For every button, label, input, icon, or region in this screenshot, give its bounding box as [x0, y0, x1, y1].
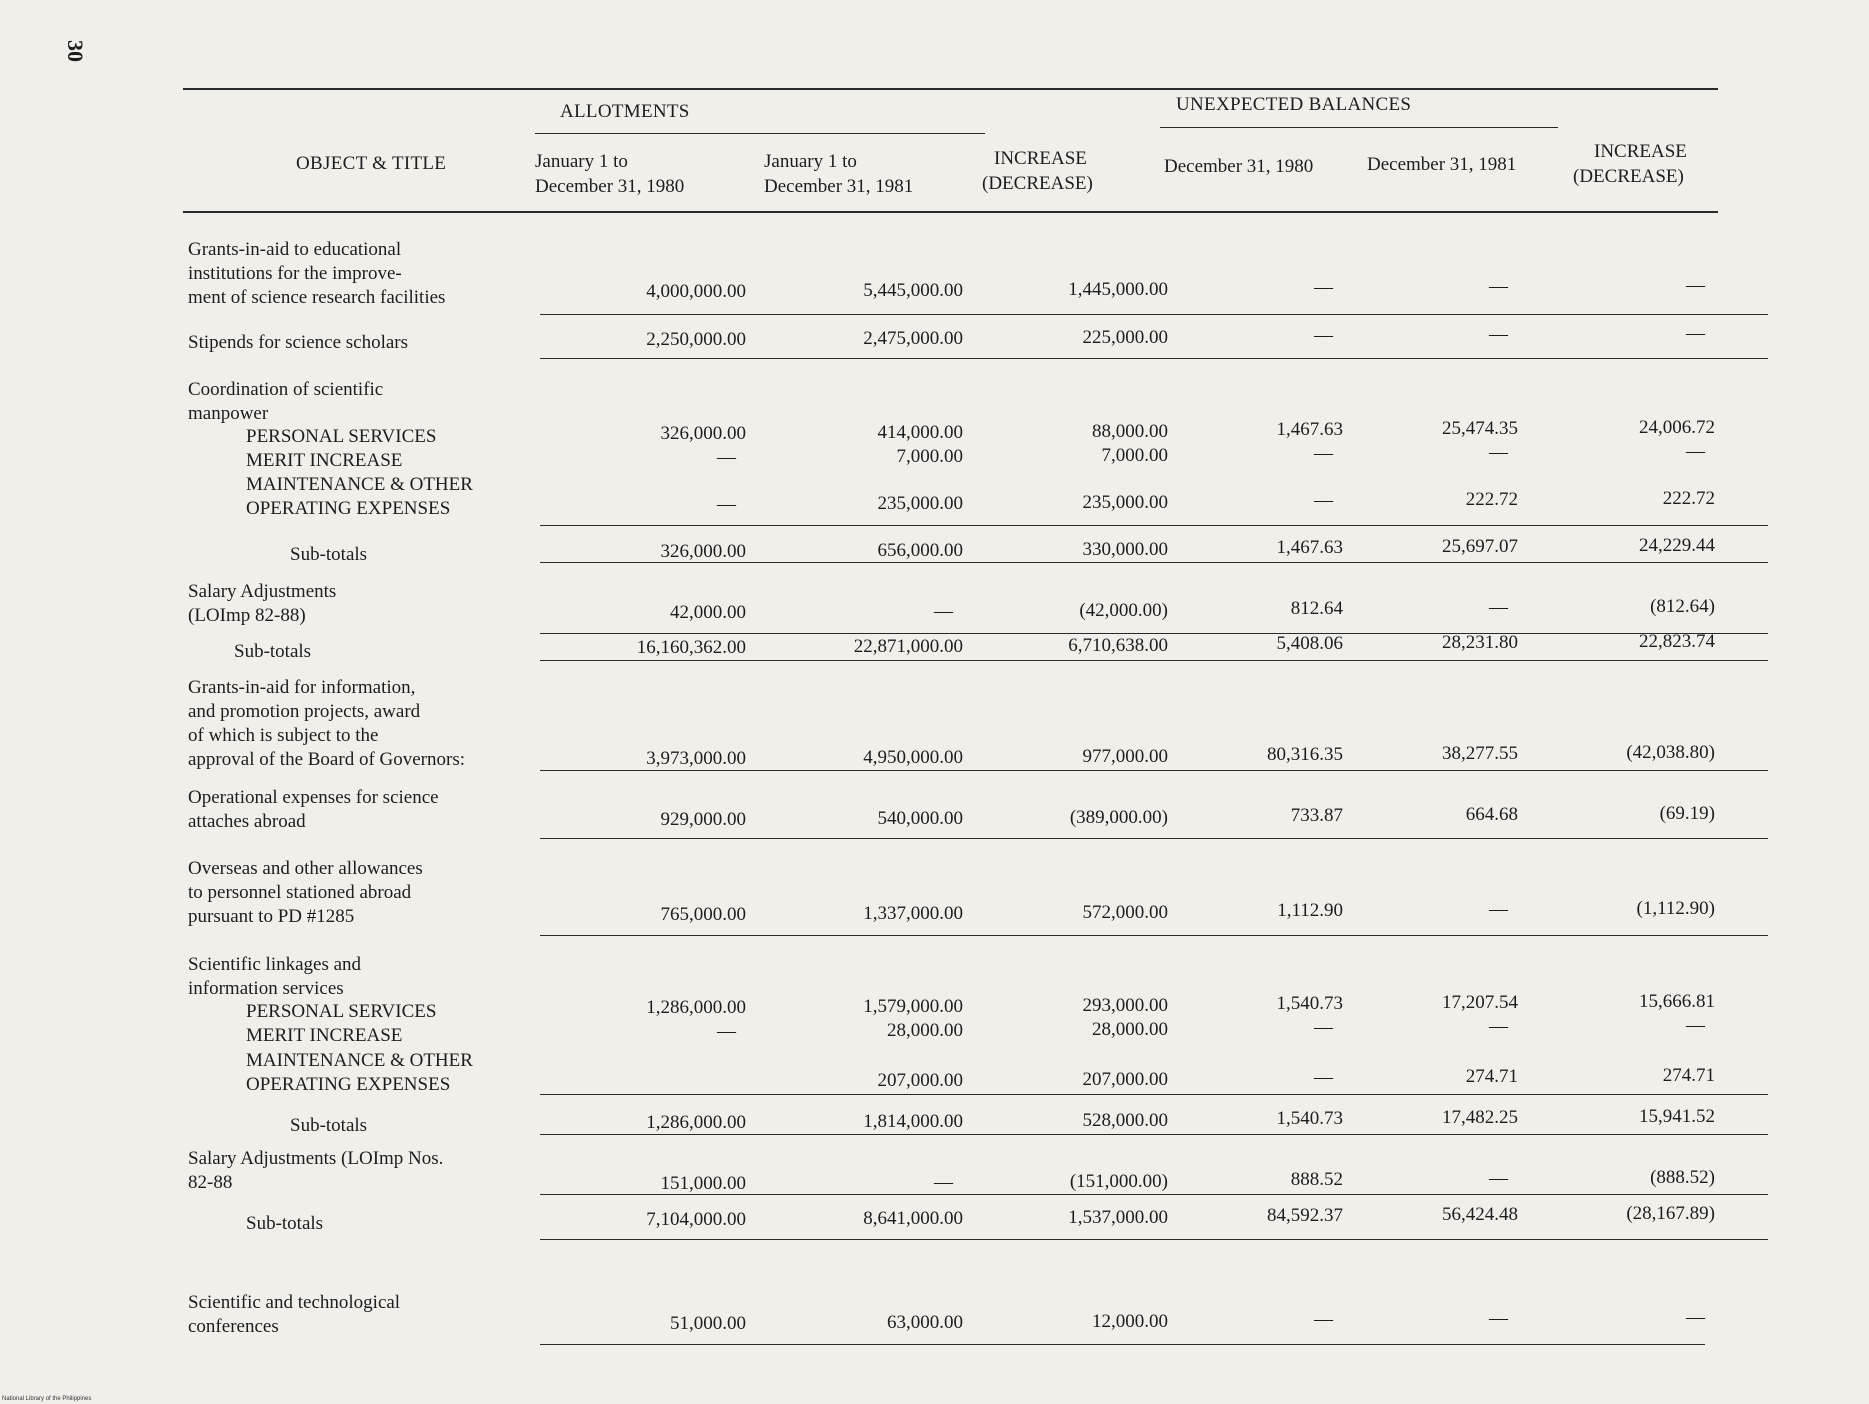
- row-rule: [540, 770, 1768, 771]
- row-label: Operational expenses for science: [188, 787, 439, 808]
- col1-heading-line2: December 31, 1980: [535, 176, 685, 197]
- cell-value-col4: —: [1314, 1309, 1333, 1330]
- cell-value-col6: 274.71: [1662, 1065, 1715, 1086]
- row-label: and promotion projects, award: [188, 701, 421, 722]
- cell-value-col5: 222.72: [1465, 489, 1518, 510]
- row-rule: [540, 935, 1768, 936]
- cell-value-col5: —: [1489, 442, 1508, 463]
- row-label: attaches abroad: [188, 811, 306, 832]
- cell-value-col3: (389,000.00): [1069, 807, 1168, 828]
- row-label: Stipends for science scholars: [188, 332, 409, 353]
- cell-value-col1: 1,286,000.00: [646, 997, 746, 1018]
- header-top-rule: [183, 88, 1718, 90]
- cell-value-col3: 1,445,000.00: [1068, 279, 1168, 300]
- cell-value-col5: 664.68: [1465, 804, 1518, 825]
- row-label: 82-88: [188, 1172, 233, 1193]
- cell-value-col2: 414,000.00: [877, 422, 963, 443]
- cell-value-col5: 17,207.54: [1442, 992, 1518, 1013]
- cell-value-col1: 929,000.00: [660, 809, 746, 830]
- page-number: 30: [63, 40, 88, 62]
- row-label: PERSONAL SERVICES: [246, 426, 437, 447]
- cell-value-col4: 812.64: [1290, 598, 1343, 619]
- row-rule: [540, 525, 1768, 526]
- cell-value-col2: 5,445,000.00: [863, 280, 963, 301]
- cell-value-col2: 63,000.00: [887, 1312, 963, 1333]
- cell-value-col4: —: [1314, 1017, 1333, 1038]
- row-label: OPERATING EXPENSES: [246, 498, 451, 519]
- cell-value-col4: —: [1314, 277, 1333, 298]
- header-bottom-rule: [183, 211, 1718, 213]
- row-label: conferences: [188, 1316, 279, 1337]
- cell-value-col3: (42,000.00): [1079, 600, 1168, 621]
- cell-value-col6: —: [1686, 1307, 1705, 1328]
- row-rule: [540, 1094, 1768, 1095]
- row-label: Grants-in-aid to educational: [188, 239, 402, 260]
- cell-value-col3: 7,000.00: [1101, 445, 1168, 466]
- cell-value-col3: 28,000.00: [1092, 1019, 1168, 1040]
- cell-value-col3: 572,000.00: [1082, 902, 1168, 923]
- cell-value-col2: 4,950,000.00: [863, 747, 963, 768]
- cell-value-col5: 25,697.07: [1442, 536, 1518, 557]
- cell-value-col1: 326,000.00: [660, 541, 746, 562]
- col2-heading-line2: December 31, 1981: [764, 176, 914, 197]
- cell-value-col6: (1,112.90): [1636, 898, 1715, 919]
- cell-value-col6: 15,941.52: [1639, 1106, 1715, 1127]
- col2-heading-line1: January 1 to: [764, 151, 857, 172]
- cell-value-col2: 235,000.00: [877, 493, 963, 514]
- cell-value-col4: 84,592.37: [1267, 1205, 1343, 1226]
- cell-value-col2: 1,579,000.00: [863, 996, 963, 1017]
- cell-value-col1: 2,250,000.00: [646, 329, 746, 350]
- row-rule: [540, 1134, 1768, 1135]
- row-label: Overseas and other allowances: [188, 858, 423, 879]
- row-label: MAINTENANCE & OTHER: [246, 1050, 473, 1071]
- row-label: Grants-in-aid for information,: [188, 677, 416, 698]
- cell-value-col3: 977,000.00: [1082, 746, 1168, 767]
- cell-value-col3: 6,710,638.00: [1068, 635, 1168, 656]
- cell-value-col4: 1,467.63: [1276, 537, 1343, 558]
- cell-value-col5: —: [1489, 1308, 1508, 1329]
- row-rule: [540, 1239, 1768, 1240]
- cell-value-col1: —: [717, 447, 736, 468]
- row-label: Sub-totals: [290, 544, 368, 565]
- cell-value-col6: —: [1686, 1015, 1705, 1036]
- cell-value-col5: —: [1489, 1168, 1508, 1189]
- cell-value-col4: —: [1314, 490, 1333, 511]
- cell-value-col6: (812.64): [1650, 596, 1715, 617]
- col6-heading-line1: INCREASE: [1594, 141, 1687, 162]
- cell-value-col4: 5,408.06: [1276, 633, 1343, 654]
- row-rule: [540, 314, 1768, 315]
- cell-value-col2: 207,000.00: [877, 1070, 963, 1091]
- cell-value-col6: —: [1686, 323, 1705, 344]
- cell-value-col5: 17,482.25: [1442, 1107, 1518, 1128]
- cell-value-col1: —: [717, 494, 736, 515]
- row-label: of which is subject to the: [188, 725, 379, 746]
- cell-value-col2: 28,000.00: [887, 1020, 963, 1041]
- cell-value-col4: 1,467.63: [1276, 419, 1343, 440]
- col1-heading-line1: January 1 to: [535, 151, 628, 172]
- cell-value-col5: —: [1489, 1016, 1508, 1037]
- object-title-heading: OBJECT & TITLE: [296, 153, 447, 174]
- cell-value-col1: 765,000.00: [660, 904, 746, 925]
- cell-value-col2: 8,641,000.00: [863, 1208, 963, 1229]
- cell-value-col5: —: [1489, 597, 1508, 618]
- cell-value-col2: —: [934, 1172, 953, 1193]
- cell-value-col2: 7,000.00: [896, 446, 963, 467]
- cell-value-col6: 15,666.81: [1639, 991, 1715, 1012]
- row-label: Salary Adjustments: [188, 581, 337, 602]
- cell-value-col4: 1,540.73: [1276, 1108, 1343, 1129]
- row-label: Sub-totals: [234, 641, 312, 662]
- cell-value-col5: —: [1489, 899, 1508, 920]
- cell-value-col6: —: [1686, 441, 1705, 462]
- cell-value-col2: 656,000.00: [877, 540, 963, 561]
- cell-value-col1: 7,104,000.00: [646, 1209, 746, 1230]
- cell-value-col5: 28,231.80: [1442, 632, 1518, 653]
- cell-value-col1: 16,160,362.00: [636, 637, 746, 658]
- cell-value-col2: 22,871,000.00: [853, 636, 963, 657]
- cell-value-col4: —: [1314, 443, 1333, 464]
- row-label: MERIT INCREASE: [246, 450, 403, 471]
- cell-value-col6: (28,167.89): [1626, 1203, 1715, 1224]
- cell-value-col3: 88,000.00: [1092, 421, 1168, 442]
- cell-value-col3: 528,000.00: [1082, 1110, 1168, 1131]
- row-rule: [540, 1344, 1705, 1345]
- cell-value-col4: 888.52: [1290, 1169, 1343, 1190]
- cell-value-col5: 56,424.48: [1442, 1204, 1518, 1225]
- row-label: Sub-totals: [246, 1213, 324, 1234]
- cell-value-col3: 330,000.00: [1082, 539, 1168, 560]
- cell-value-col6: 24,006.72: [1639, 417, 1715, 438]
- cell-value-col5: —: [1489, 324, 1508, 345]
- row-label: Sub-totals: [290, 1115, 368, 1136]
- cell-value-col3: (151,000.00): [1069, 1171, 1168, 1192]
- cell-value-col5: —: [1489, 276, 1508, 297]
- cell-value-col4: 1,112.90: [1277, 900, 1343, 921]
- row-label: approval of the Board of Governors:: [188, 749, 466, 770]
- row-label: (LOImp 82-88): [188, 605, 306, 626]
- cell-value-col5: 38,277.55: [1442, 743, 1518, 764]
- cell-value-col6: 24,229.44: [1639, 535, 1715, 556]
- cell-value-col6: 22,823.74: [1639, 631, 1715, 652]
- cell-value-col1: 1,286,000.00: [646, 1112, 746, 1133]
- row-rule: [540, 838, 1768, 839]
- allotments-rule: [535, 133, 985, 134]
- row-label: MAINTENANCE & OTHER: [246, 474, 473, 495]
- footer-text: National Library of the Philippines: [2, 1396, 92, 1402]
- row-label: pursuant to PD #1285: [188, 906, 355, 927]
- balances-rule: [1160, 127, 1558, 128]
- row-label: Scientific and technological: [188, 1292, 401, 1313]
- cell-value-col2: —: [934, 601, 953, 622]
- col4-heading: December 31, 1980: [1164, 156, 1314, 177]
- row-label: MERIT INCREASE: [246, 1025, 403, 1046]
- col3-heading-line2: (DECREASE): [982, 173, 1093, 194]
- row-label: PERSONAL SERVICES: [246, 1001, 437, 1022]
- cell-value-col4: 1,540.73: [1276, 993, 1343, 1014]
- cell-value-col1: 51,000.00: [670, 1313, 746, 1334]
- cell-value-col1: 326,000.00: [660, 423, 746, 444]
- cell-value-col3: 207,000.00: [1082, 1069, 1168, 1090]
- cell-value-col2: 2,475,000.00: [863, 328, 963, 349]
- cell-value-col6: (888.52): [1650, 1167, 1715, 1188]
- cell-value-col1: —: [717, 1021, 736, 1042]
- row-label: information services: [188, 978, 344, 999]
- row-label: manpower: [188, 403, 269, 424]
- col5-heading: December 31, 1981: [1367, 154, 1517, 175]
- cell-value-col2: 540,000.00: [877, 808, 963, 829]
- cell-value-col3: 293,000.00: [1082, 995, 1168, 1016]
- cell-value-col1: 4,000,000.00: [646, 281, 746, 302]
- cell-value-col4: —: [1314, 325, 1333, 346]
- cell-value-col1: 3,973,000.00: [646, 748, 746, 769]
- cell-value-col6: (42,038.80): [1626, 742, 1715, 763]
- row-label: institutions for the improve-: [188, 263, 402, 284]
- row-rule: [540, 562, 1768, 563]
- cell-value-col4: 733.87: [1290, 805, 1343, 826]
- cell-value-col3: 12,000.00: [1092, 1311, 1168, 1332]
- unexpected-balances-heading: UNEXPECTED BALANCES: [1176, 94, 1412, 115]
- cell-value-col4: 80,316.35: [1267, 744, 1343, 765]
- cell-value-col2: 1,814,000.00: [863, 1111, 963, 1132]
- cell-value-col1: 151,000.00: [660, 1173, 746, 1194]
- cell-value-col5: 25,474.35: [1442, 418, 1518, 439]
- row-rule: [540, 1194, 1768, 1195]
- cell-value-col2: 1,337,000.00: [863, 903, 963, 924]
- cell-value-col6: 222.72: [1662, 488, 1715, 509]
- row-rule: [540, 660, 1768, 661]
- cell-value-col3: 1,537,000.00: [1068, 1207, 1168, 1228]
- cell-value-col6: (69.19): [1659, 803, 1715, 824]
- row-label: to personnel stationed abroad: [188, 882, 412, 903]
- row-label: Coordination of scientific: [188, 379, 384, 400]
- cell-value-col1: 42,000.00: [670, 602, 746, 623]
- allotments-heading: ALLOTMENTS: [560, 101, 690, 122]
- row-label: Salary Adjustments (LOImp Nos.: [188, 1148, 444, 1169]
- col3-heading-line1: INCREASE: [994, 148, 1087, 169]
- cell-value-col6: —: [1686, 275, 1705, 296]
- cell-value-col5: 274.71: [1465, 1066, 1518, 1087]
- row-label: OPERATING EXPENSES: [246, 1074, 451, 1095]
- col6-heading-line2: (DECREASE): [1573, 166, 1684, 187]
- row-label: Scientific linkages and: [188, 954, 362, 975]
- row-label: ment of science research facilities: [188, 287, 446, 308]
- row-rule: [540, 358, 1768, 359]
- cell-value-col3: 225,000.00: [1082, 327, 1168, 348]
- cell-value-col3: 235,000.00: [1082, 492, 1168, 513]
- cell-value-col4: —: [1314, 1067, 1333, 1088]
